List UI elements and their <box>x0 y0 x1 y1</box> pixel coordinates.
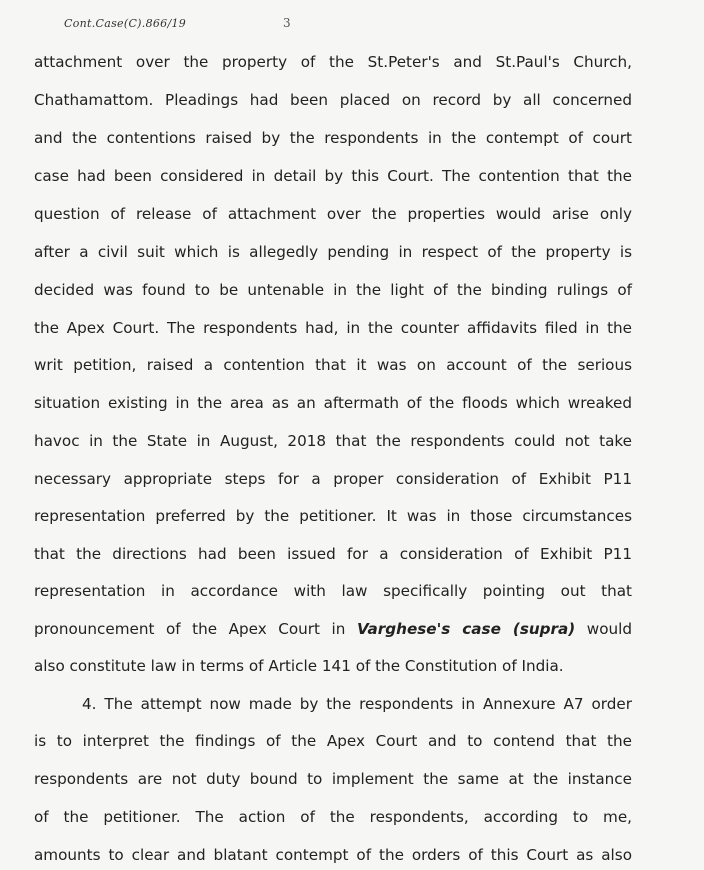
case-reference: Cont.Case(C).866/19 <box>64 17 187 30</box>
text-line: the Apex Court. The respondents had, in the counter affidavits filed in the <box>34 319 632 337</box>
text-line: Chathamattom. Pleadings had been placed on record by all concerned <box>34 91 632 109</box>
text-line: after a civil suit which is allegedly pending in respect of the property is <box>34 243 632 261</box>
text-line: havoc in the State in August, 2018 that the respondents could not take <box>34 432 632 450</box>
text-line: representation in accordance with law specifically pointing out that <box>34 582 632 600</box>
case-citation: Varghese's case (supra) <box>356 620 576 638</box>
text-line: amounts to clear and blatant contempt of the orders of this Court as also <box>34 846 632 864</box>
text-line: is to interpret the findings of the Apex Court and to contend that the <box>34 732 632 750</box>
text-segment: would <box>575 620 632 638</box>
text-line: and the contentions raised by the respondents in the contempt of court <box>34 129 632 147</box>
paragraph-start-line: 4. The attempt now made by the respondents in Annexure A7 order <box>82 695 632 713</box>
page-number: 3 <box>283 16 291 30</box>
text-line: representation preferred by the petitioner. It was in those circumstances <box>34 507 632 525</box>
paragraph-end-line: also constitute law in terms of Article 141 of the Constitution of India. <box>34 657 564 675</box>
text-line: situation existing in the area as an aftermath of the floods which wreaked <box>34 394 632 412</box>
text-line: attachment over the property of the St.Peter's and St.Paul's Church, <box>34 53 632 71</box>
text-line: that the directions had been issued for a consideration of Exhibit P11 <box>34 545 632 563</box>
text-line: necessary appropriate steps for a proper consideration of Exhibit P11 <box>34 470 632 488</box>
text-line: case had been considered in detail by this Court. The contention that the <box>34 167 632 185</box>
text-line <box>34 619 632 639</box>
text-line: writ petition, raised a contention that it was on account of the serious <box>34 356 632 374</box>
text-line: of the petitioner. The action of the respondents, according to me, <box>34 808 632 826</box>
text-line: respondents are not duty bound to implement the same at the instance <box>34 770 632 788</box>
text-line: decided was found to be untenable in the light of the binding rulings of <box>34 281 632 299</box>
text-line: question of release of attachment over the properties would arise only <box>34 205 632 223</box>
text-segment: pronouncement of the Apex Court in <box>34 620 357 638</box>
